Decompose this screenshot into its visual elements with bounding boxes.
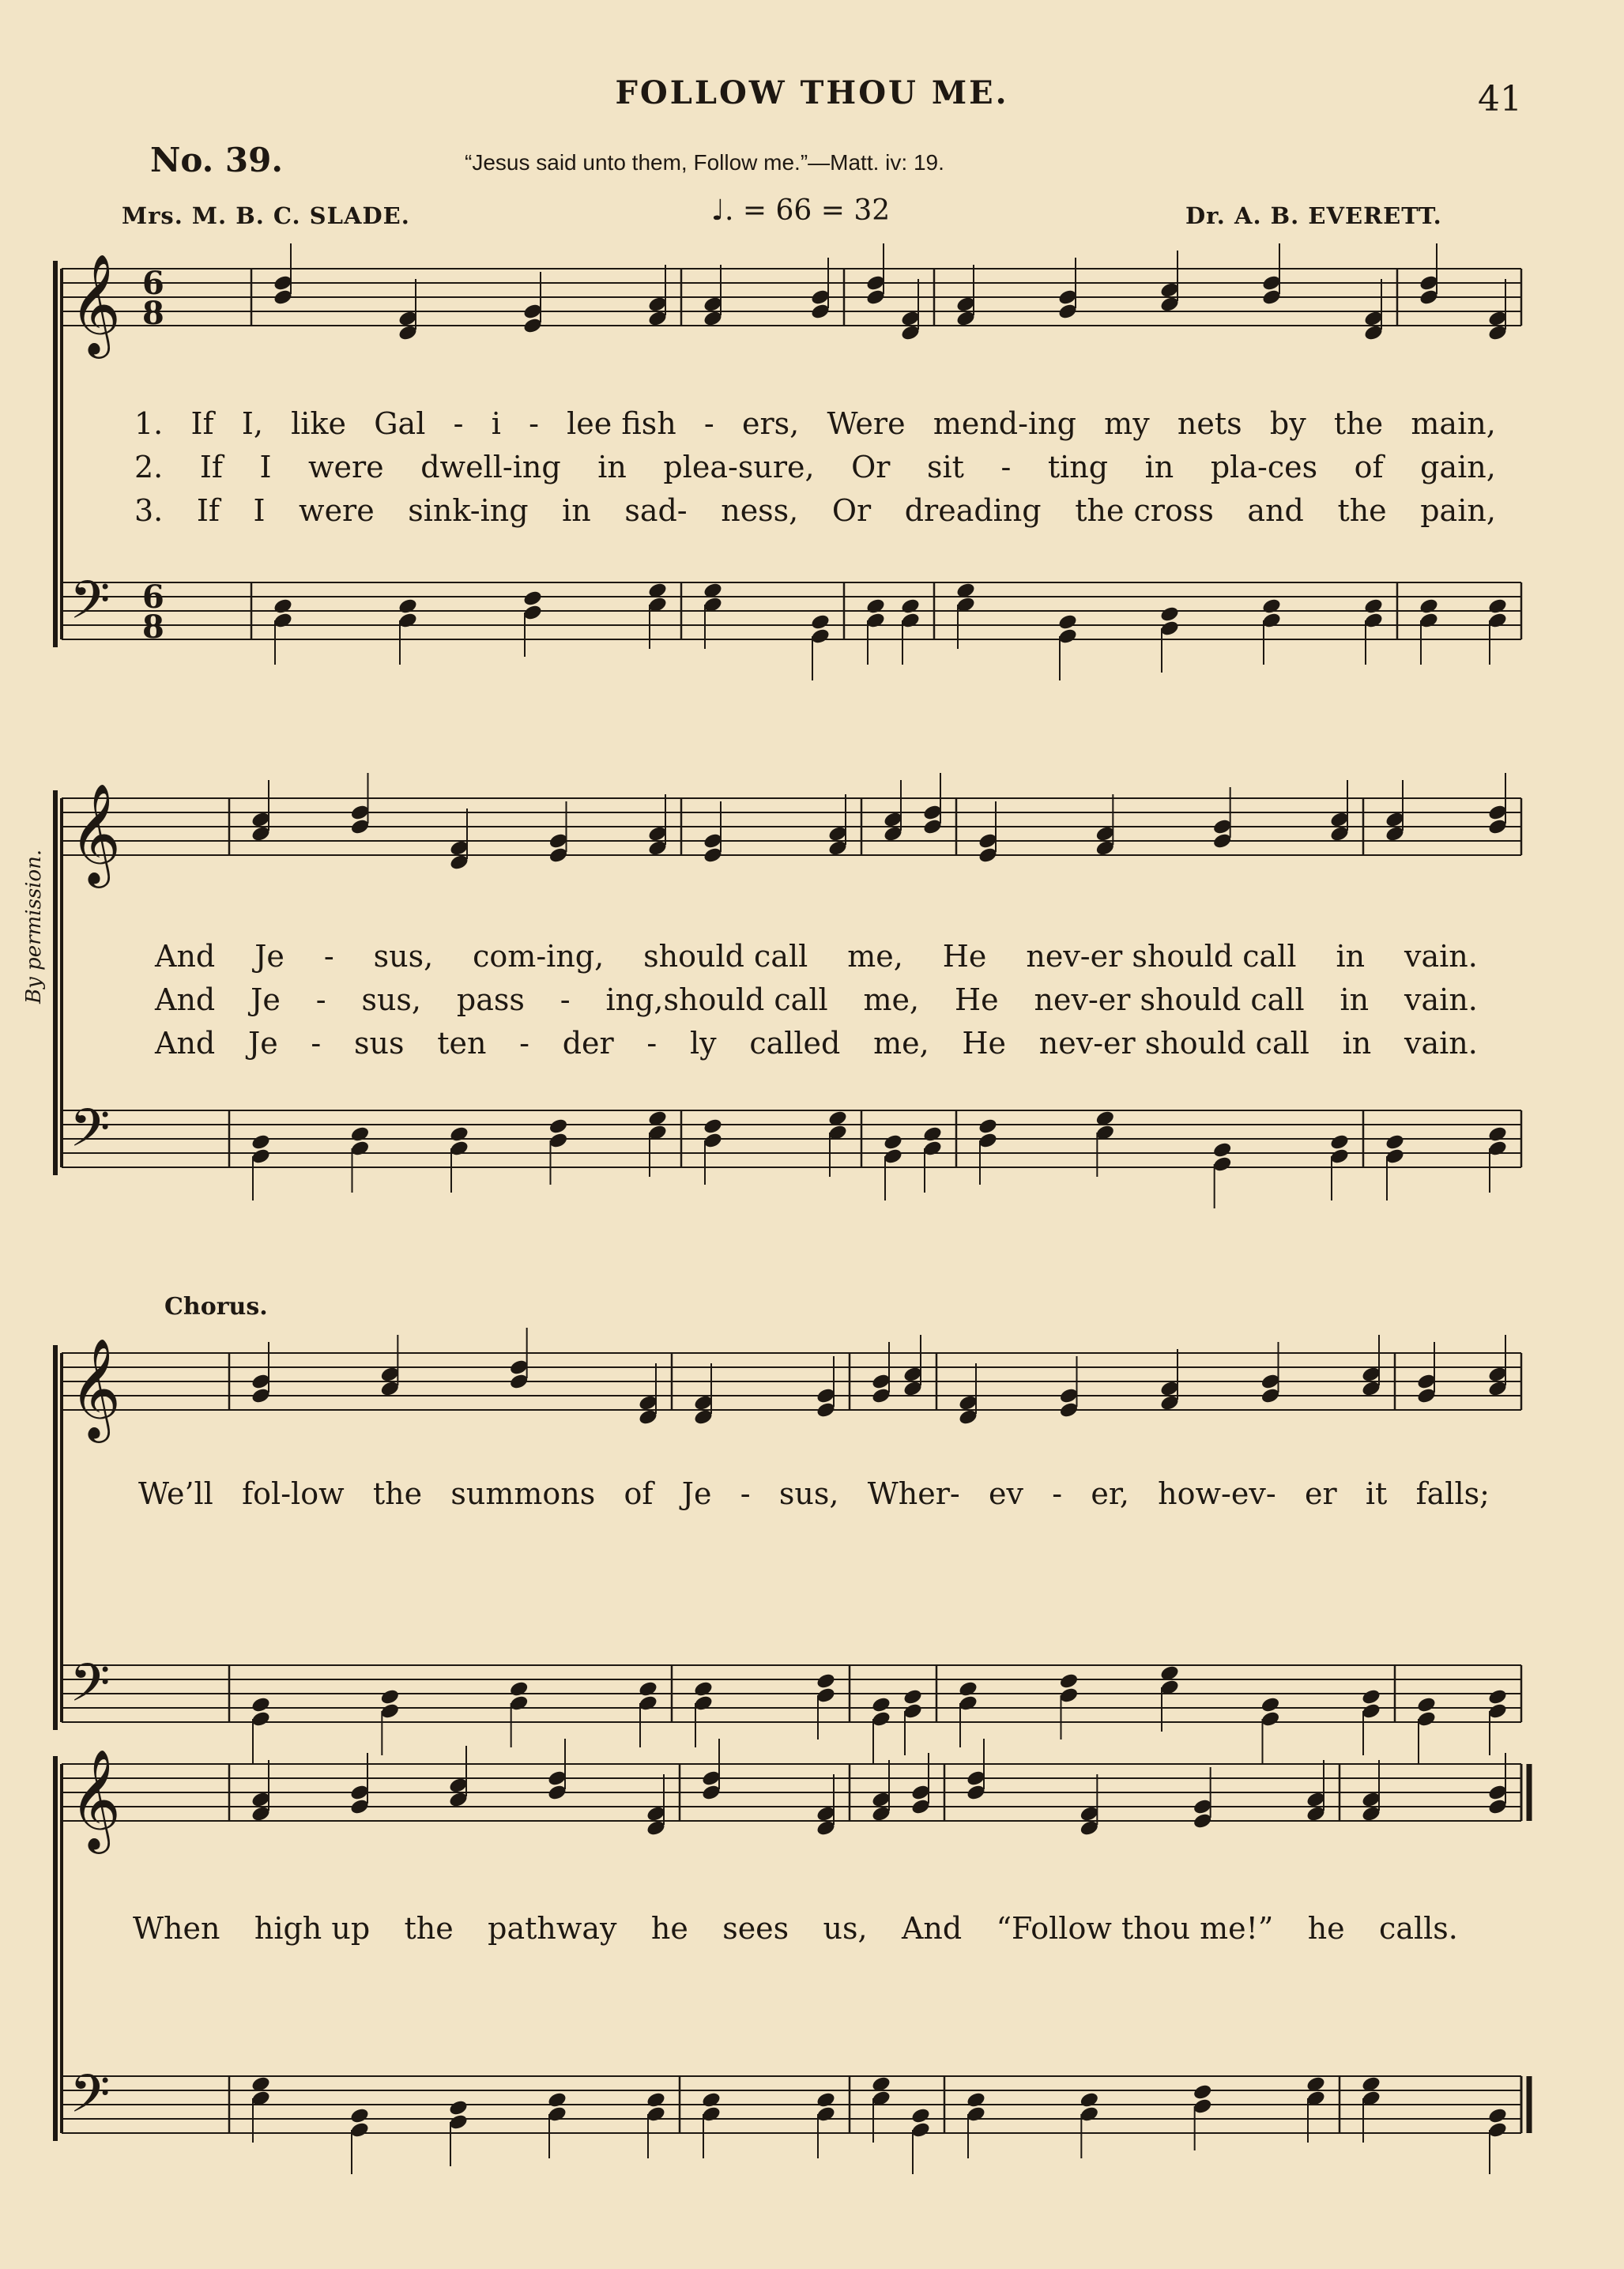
lyric-syllable: - — [1000, 450, 1012, 484]
lyric-syllable: main, — [1411, 406, 1496, 441]
lyric-syllable: fol-low — [242, 1476, 345, 1511]
lyric-syllable: falls; — [1415, 1476, 1490, 1511]
lyric-syllable: Je — [247, 1026, 278, 1061]
lyric-syllable: the — [404, 1911, 454, 1946]
lyric-syllable: ting — [1047, 450, 1109, 484]
lyric-syllable: by — [1269, 406, 1306, 441]
lyric-syllable: Wher- — [867, 1476, 960, 1511]
lyric-syllable: gain, — [1420, 450, 1496, 484]
lyric-syllable: of — [624, 1476, 654, 1511]
page-number: 41 — [1478, 79, 1522, 119]
note-head — [922, 1125, 943, 1144]
note-head — [958, 1680, 978, 1698]
lyric-syllable: in — [1340, 982, 1370, 1017]
lyric-syllable: I — [259, 450, 272, 484]
lyric-syllable: - — [519, 1026, 529, 1061]
lyric-syllable: We’ll — [138, 1476, 213, 1511]
note-head — [646, 2091, 666, 2109]
lyric-syllable: it — [1365, 1476, 1388, 1511]
lyric-syllable: pathway — [488, 1911, 617, 1946]
lyric-syllable: I, — [241, 406, 263, 441]
note-head — [900, 597, 921, 616]
lyric-syllable: sad- — [624, 493, 688, 528]
chorus-line-2 — [133, 1911, 1458, 1946]
lyric-syllable: And — [155, 1026, 216, 1061]
lyric-syllable: sink-ing — [408, 493, 529, 528]
treble-clef-icon: 𝄞 — [70, 1748, 122, 1849]
note-head — [1416, 1696, 1437, 1714]
lyric-syllable: - — [1052, 1476, 1063, 1511]
lyric-syllable: Were — [827, 406, 906, 441]
note-head — [349, 2107, 370, 2125]
lyric-syllable: If — [196, 493, 220, 528]
lyric-syllable: - — [740, 1476, 751, 1511]
lyric-syllable: - — [315, 982, 326, 1017]
note-head — [1261, 597, 1282, 616]
note-head — [1260, 1696, 1280, 1714]
refrain-verse-3-line — [155, 1026, 1478, 1061]
note-head — [251, 1696, 271, 1714]
lyric-syllable: nev-er should call — [1034, 982, 1305, 1017]
lyric-syllable: me, — [873, 1026, 929, 1061]
note-head — [522, 590, 543, 608]
lyric-syllable: sit — [927, 450, 964, 484]
note-head — [638, 1680, 658, 1698]
lyric-syllable: and — [1247, 493, 1304, 528]
bass-clef-icon: 𝄢 — [70, 2064, 111, 2137]
lyric-syllable: plea-sure, — [663, 450, 815, 484]
note-head — [449, 1125, 469, 1144]
lyric-syllable: vain. — [1404, 982, 1478, 1017]
note-head — [1487, 2107, 1508, 2125]
lyric-syllable: ev — [989, 1476, 1023, 1511]
note-head — [1361, 1688, 1381, 1706]
lyric-syllable: Je — [681, 1476, 712, 1511]
treble-clef-icon: 𝄞 — [70, 782, 122, 884]
note-head — [349, 1125, 370, 1144]
lyric-syllable: sus, — [373, 939, 434, 974]
note-head — [379, 1688, 400, 1706]
dotted-quarter-note-icon: ♩. — [711, 194, 734, 227]
lyric-syllable: lee fish — [567, 406, 676, 441]
note-head — [978, 1118, 998, 1136]
lyric-syllable: Je — [254, 939, 284, 974]
hymn-number: No. 39. — [150, 141, 283, 179]
note-head — [1159, 605, 1180, 624]
lyric-syllable: If — [190, 406, 214, 441]
note-head — [871, 1696, 891, 1714]
lyric-syllable: vain. — [1404, 1026, 1478, 1061]
note-head — [703, 1118, 723, 1136]
chorus-label: Chorus. — [164, 1293, 268, 1321]
bass-clef-icon: 𝄢 — [70, 1653, 111, 1726]
lyric-syllable: - — [311, 1026, 322, 1061]
note-head — [910, 2107, 931, 2125]
lyric-syllable: me, — [847, 939, 903, 974]
lyric-syllable: He — [955, 982, 999, 1017]
note-head — [1363, 597, 1384, 616]
note-head — [693, 1680, 714, 1698]
note-head — [1193, 2083, 1213, 2101]
lyric-syllable: 1. — [134, 406, 164, 441]
lyric-syllable: sus — [353, 1026, 405, 1061]
note-head — [547, 2091, 567, 2109]
lyric-syllable: der — [562, 1026, 614, 1061]
lyric-syllable: in — [1144, 450, 1174, 484]
lyric-syllable: - — [646, 1026, 658, 1061]
lyric-syllable: - — [703, 406, 714, 441]
lyric-syllable: sees — [722, 1911, 789, 1946]
lyric-syllable: pass — [456, 982, 525, 1017]
note-head — [1329, 1133, 1350, 1151]
note-head — [398, 597, 418, 616]
lyric-syllable: dwell-ing — [420, 450, 561, 484]
lyric-syllable: He — [962, 1026, 1007, 1061]
lyric-syllable: Je — [251, 982, 281, 1017]
lyric-syllable: summons — [450, 1476, 596, 1511]
lyric-syllable: in — [1336, 939, 1366, 974]
lyric-syllable: my — [1104, 406, 1150, 441]
note-head — [1058, 1672, 1079, 1690]
lyric-syllable: “Follow thou me!” — [996, 1911, 1274, 1946]
note-head — [509, 1680, 529, 1698]
lyric-syllable: like — [291, 406, 346, 441]
lyric-syllable: in — [562, 493, 591, 528]
lyric-syllable: - — [529, 406, 539, 441]
time-signature-bottom: 8 — [142, 295, 164, 332]
lyric-syllable: in — [1342, 1026, 1372, 1061]
verse-1-line — [134, 406, 1496, 441]
verse-2-line — [134, 450, 1496, 484]
lyric-syllable: ness, — [721, 493, 799, 528]
lyric-syllable: Or — [851, 450, 891, 484]
lyric-syllable: he — [1307, 1911, 1345, 1946]
lyric-syllable: ers, — [742, 406, 800, 441]
lyric-syllable: I — [253, 493, 266, 528]
time-signature-top: 6 — [142, 265, 164, 302]
note-head — [1079, 2091, 1099, 2109]
lyric-syllable: he — [650, 1911, 688, 1946]
lyric-syllable: called — [749, 1026, 841, 1061]
scripture-reference: “Jesus said unto them, Follow me.”—Matt. iv: 19. — [465, 150, 944, 175]
lyric-syllable: the — [372, 1476, 423, 1511]
treble-clef-icon: 𝄞 — [70, 1337, 122, 1438]
refrain-verse-2-line — [155, 982, 1478, 1017]
treble-clef-icon: 𝄞 — [70, 253, 122, 354]
lyric-syllable: mend-ing — [933, 406, 1076, 441]
lyric-syllable: were — [308, 450, 384, 484]
lyric-syllable: nets — [1177, 406, 1242, 441]
lyric-syllable: - — [453, 406, 464, 441]
lyric-syllable: And — [155, 982, 216, 1017]
lyric-syllable: And — [901, 1911, 963, 1946]
lyric-syllable: the — [1337, 493, 1387, 528]
lyric-syllable: how-ev- — [1158, 1476, 1276, 1511]
lyric-syllable: 2. — [134, 450, 164, 484]
note-head — [1385, 1133, 1405, 1151]
refrain-verse-1-line — [155, 939, 1478, 974]
lyric-syllable: ly — [689, 1026, 717, 1061]
note-head — [865, 597, 886, 616]
lyric-syllable: were — [299, 493, 375, 528]
lyric-syllable: When — [133, 1911, 220, 1946]
lyric-syllable: dreading — [904, 493, 1042, 528]
note-head — [701, 2091, 722, 2109]
note-head — [1487, 1125, 1508, 1144]
note-head — [251, 1133, 271, 1151]
lyric-syllable: 3. — [134, 493, 164, 528]
lyric-syllable: the — [1333, 406, 1384, 441]
lyric-syllable: sus, — [778, 1476, 839, 1511]
lyric-syllable: Or — [831, 493, 872, 528]
lyric-syllable: er — [1304, 1476, 1337, 1511]
lyric-syllable: nev-er should call — [1038, 1026, 1309, 1061]
note-head — [1487, 597, 1508, 616]
lyric-syllable: the cross — [1075, 493, 1214, 528]
note-head — [548, 1118, 568, 1136]
lyric-syllable: He — [942, 939, 987, 974]
lyric-syllable: pain, — [1420, 493, 1496, 528]
composer-credit: Dr. A. B. EVERETT. — [1185, 202, 1442, 229]
lyric-syllable: - — [323, 939, 334, 974]
lyric-syllable: - — [560, 982, 571, 1017]
lyric-syllable: nev-er should call — [1026, 939, 1297, 974]
lyric-syllable: us, — [823, 1911, 868, 1946]
lyric-syllable: If — [199, 450, 223, 484]
lyric-syllable: And — [155, 939, 216, 974]
note-head — [810, 613, 831, 631]
bass-clef-icon: 𝄢 — [70, 570, 111, 643]
note-head — [816, 1672, 836, 1690]
hymn-title: FOLLOW THOU ME. — [615, 74, 1009, 111]
bass-clef-icon: 𝄢 — [70, 1098, 111, 1171]
lyric-syllable: calls. — [1379, 1911, 1458, 1946]
lyric-syllable: Gal — [374, 406, 426, 441]
lyric-syllable: sus, — [361, 982, 422, 1017]
lyric-syllable: er, — [1091, 1476, 1129, 1511]
note-head — [1212, 1141, 1233, 1159]
verse-3-line — [134, 493, 1496, 528]
note-head — [966, 2091, 986, 2109]
note-head — [1057, 613, 1078, 631]
lyric-syllable: me, — [863, 982, 920, 1017]
lyric-syllable: vain. — [1404, 939, 1478, 974]
lyric-syllable: com-ing, — [473, 939, 605, 974]
note-head — [1487, 1688, 1508, 1706]
lyric-syllable: ing,should call — [605, 982, 828, 1017]
note-head — [883, 1133, 903, 1151]
note-head — [816, 2091, 836, 2109]
lyric-syllable: high up — [254, 1911, 371, 1946]
lyric-syllable: should call — [643, 939, 808, 974]
permission-note: By permission. — [22, 849, 46, 1004]
lyric-syllable: ten — [437, 1026, 487, 1061]
lyric-syllable: of — [1354, 450, 1384, 484]
lyric-syllable: i — [491, 406, 501, 441]
tempo-value: = 66 = 32 — [742, 194, 891, 227]
lyricist-credit: Mrs. M. B. C. SLADE. — [122, 202, 410, 229]
note-head — [273, 597, 293, 616]
chorus-line-1 — [138, 1476, 1490, 1511]
time-signature-top: 6 — [142, 579, 164, 616]
note-head — [448, 2099, 469, 2117]
time-signature-bottom: 8 — [142, 609, 164, 646]
note-head — [902, 1688, 923, 1706]
lyric-syllable: in — [597, 450, 627, 484]
note-head — [1419, 597, 1439, 616]
lyric-syllable: pla-ces — [1210, 450, 1318, 484]
